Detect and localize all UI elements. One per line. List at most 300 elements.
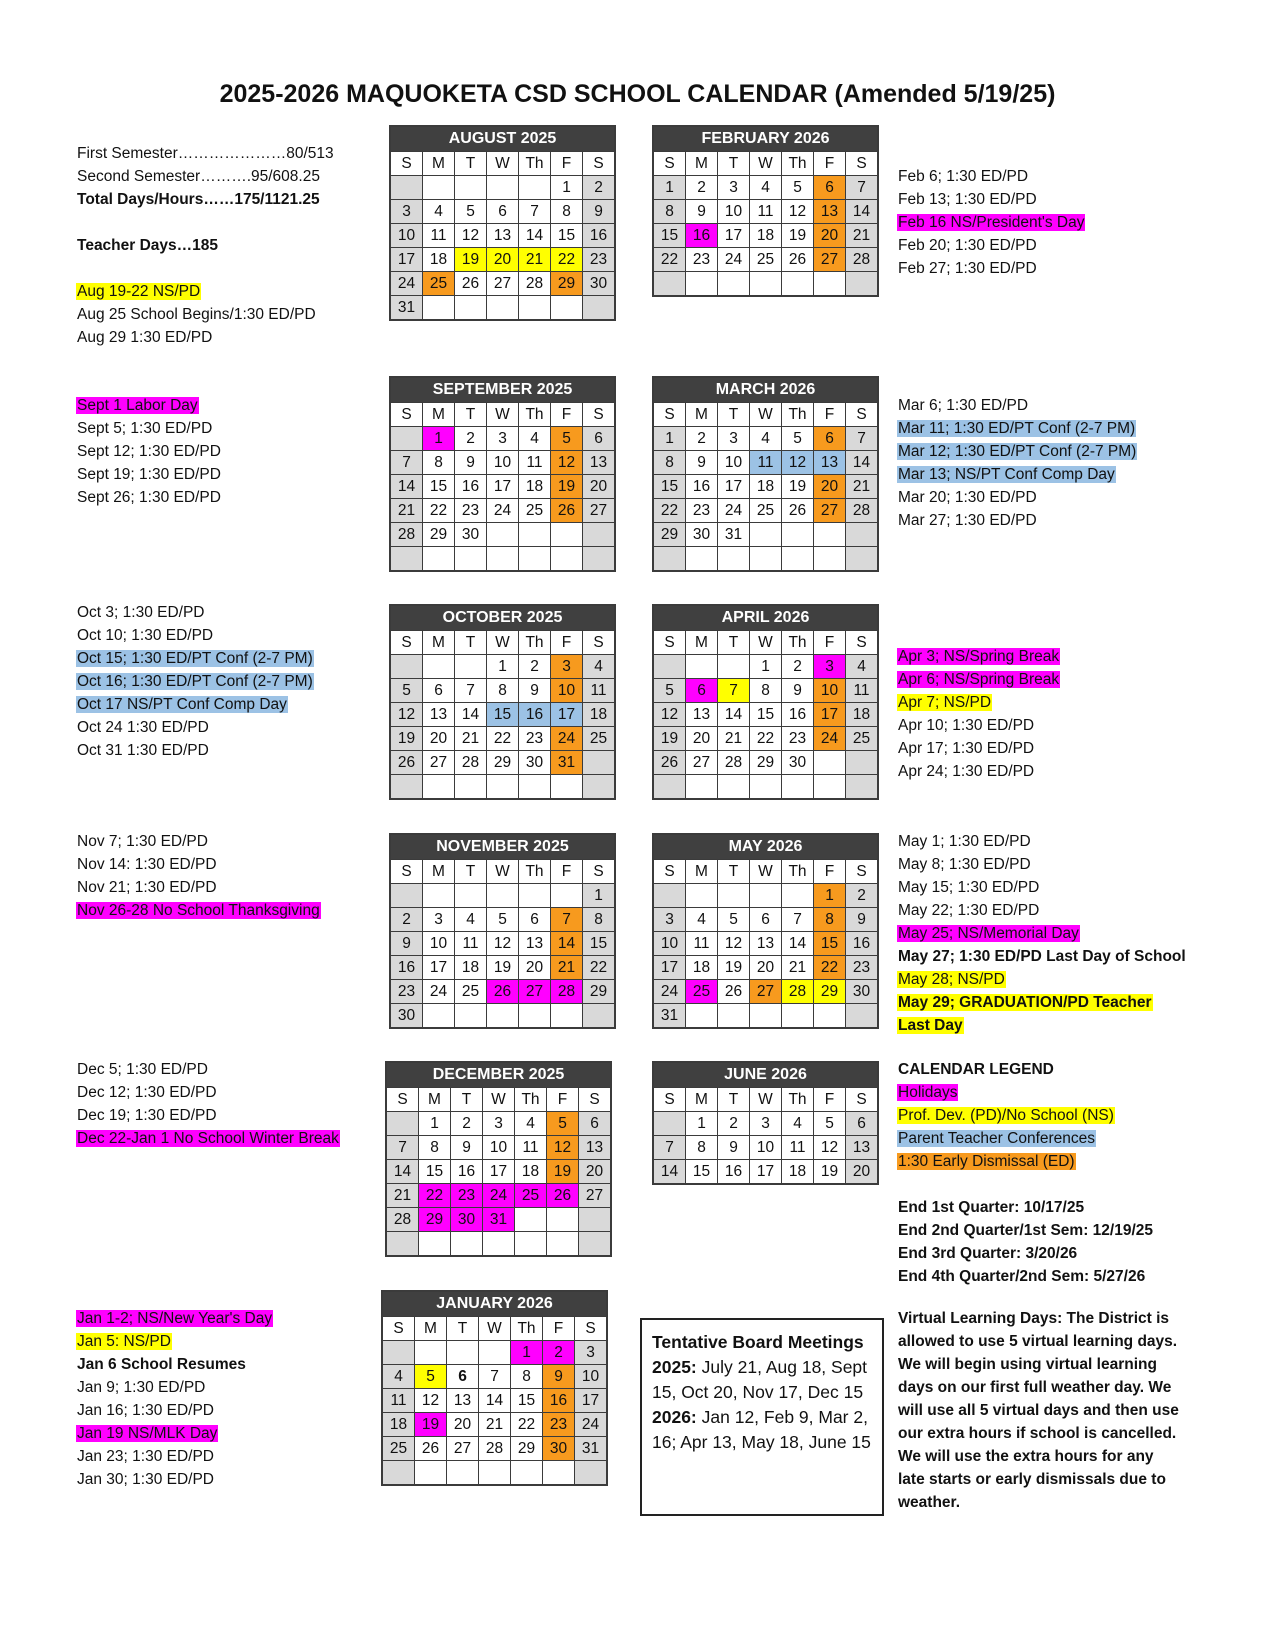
day-cell: 24 bbox=[718, 248, 750, 272]
day-cell: 4 bbox=[423, 200, 455, 224]
day-cell: 15 bbox=[750, 703, 782, 727]
empty-cell bbox=[718, 272, 750, 297]
day-cell: 26 bbox=[487, 980, 519, 1004]
note-line bbox=[76, 1468, 273, 1491]
week-row bbox=[390, 547, 615, 572]
empty-cell bbox=[547, 1208, 579, 1232]
day-cell: 8 bbox=[583, 908, 616, 932]
note-line bbox=[76, 280, 335, 303]
day-cell: 7 bbox=[846, 427, 879, 451]
empty-cell bbox=[846, 272, 879, 297]
day-cell: 7 bbox=[718, 679, 750, 703]
day-cell: 19 bbox=[782, 475, 814, 499]
note-text: We will use the extra hours for any bbox=[898, 1448, 1154, 1465]
empty-cell bbox=[653, 655, 686, 679]
day-cell: 6 bbox=[750, 908, 782, 932]
note-line bbox=[897, 737, 1060, 760]
day-cell: 24 bbox=[551, 727, 583, 751]
day-cell: 29 bbox=[551, 272, 583, 296]
day-cell: 15 bbox=[814, 932, 846, 956]
note-text: Feb 27; 1:30 ED/PD bbox=[898, 260, 1037, 277]
note-line bbox=[76, 486, 222, 509]
note-line bbox=[76, 394, 222, 417]
weekday-header: T bbox=[455, 860, 487, 884]
empty-cell bbox=[718, 1004, 750, 1029]
note-line bbox=[76, 165, 335, 188]
note-text: our extra hours if school is cancelled. bbox=[898, 1425, 1177, 1442]
day-cell: 3 bbox=[483, 1112, 515, 1136]
empty-cell bbox=[814, 547, 846, 572]
weekday-header: S bbox=[579, 1088, 612, 1112]
day-cell: 1 bbox=[583, 884, 616, 908]
empty-cell bbox=[390, 176, 423, 200]
day-cell: 5 bbox=[653, 679, 686, 703]
note-text: Mar 20; 1:30 ED/PD bbox=[898, 489, 1037, 506]
weekday-header: F bbox=[551, 631, 583, 655]
day-cell: 15 bbox=[511, 1389, 543, 1413]
week-row bbox=[390, 523, 615, 547]
note-text: Apr 24; 1:30 ED/PD bbox=[898, 763, 1035, 780]
empty-cell bbox=[686, 1004, 718, 1029]
day-cell: 3 bbox=[551, 655, 583, 679]
week-row bbox=[653, 547, 878, 572]
empty-cell bbox=[782, 547, 814, 572]
day-cell: 19 bbox=[547, 1160, 579, 1184]
day-cell: 3 bbox=[575, 1341, 608, 1365]
month-name: SEPTEMBER 2025 bbox=[390, 377, 615, 403]
empty-cell bbox=[519, 523, 551, 547]
day-cell: 12 bbox=[782, 451, 814, 475]
day-cell: 20 bbox=[579, 1160, 612, 1184]
empty-cell bbox=[390, 884, 423, 908]
day-cell: 10 bbox=[575, 1365, 608, 1389]
day-cell: 13 bbox=[814, 451, 846, 475]
day-cell: 2 bbox=[455, 427, 487, 451]
note-line bbox=[897, 211, 1085, 234]
note-text: May 22; 1:30 ED/PD bbox=[898, 902, 1040, 919]
empty-cell bbox=[686, 272, 718, 297]
day-cell: 1 bbox=[750, 655, 782, 679]
day-cell: 7 bbox=[551, 908, 583, 932]
day-cell: 9 bbox=[686, 200, 718, 224]
day-cell: 5 bbox=[455, 200, 487, 224]
day-cell: 21 bbox=[551, 956, 583, 980]
day-cell: 3 bbox=[423, 908, 455, 932]
empty-cell bbox=[782, 272, 814, 297]
day-cell: 19 bbox=[455, 248, 487, 272]
note-line bbox=[897, 668, 1060, 691]
day-cell: 16 bbox=[583, 224, 616, 248]
note-text: Feb 6; 1:30 ED/PD bbox=[898, 168, 1029, 185]
day-cell: 27 bbox=[519, 980, 551, 1004]
weekday-header: S bbox=[846, 860, 879, 884]
empty-cell bbox=[814, 751, 846, 775]
week-row bbox=[386, 1112, 611, 1136]
day-cell: 8 bbox=[487, 679, 519, 703]
note-line bbox=[897, 394, 1137, 417]
empty-cell bbox=[814, 775, 846, 800]
week-row bbox=[390, 1004, 615, 1029]
day-cell: 21 bbox=[455, 727, 487, 751]
day-cell: 26 bbox=[551, 499, 583, 523]
day-cell: 7 bbox=[653, 1136, 686, 1160]
day-cell: 30 bbox=[451, 1208, 483, 1232]
empty-cell bbox=[487, 547, 519, 572]
empty-cell bbox=[519, 1004, 551, 1029]
note-line bbox=[897, 165, 1085, 188]
note-line bbox=[76, 142, 335, 165]
weekday-header: S bbox=[390, 860, 423, 884]
day-cell: 29 bbox=[487, 751, 519, 775]
note-line bbox=[897, 234, 1085, 257]
day-cell: 25 bbox=[423, 272, 455, 296]
day-cell: 29 bbox=[583, 980, 616, 1004]
empty-cell bbox=[583, 775, 616, 800]
day-cell: 11 bbox=[519, 451, 551, 475]
empty-cell bbox=[583, 1004, 616, 1029]
day-cell: 24 bbox=[390, 272, 423, 296]
day-cell: 20 bbox=[487, 248, 519, 272]
empty-cell bbox=[543, 1461, 575, 1486]
empty-cell bbox=[423, 547, 455, 572]
note-line bbox=[897, 1307, 1180, 1330]
day-cell: 17 bbox=[483, 1160, 515, 1184]
day-cell: 9 bbox=[686, 451, 718, 475]
week-row bbox=[653, 932, 878, 956]
day-cell: 15 bbox=[551, 224, 583, 248]
note-text: Sept 26; 1:30 ED/PD bbox=[77, 489, 221, 506]
empty-cell bbox=[423, 296, 455, 321]
note-text: Jan 19 NS/MLK Day bbox=[77, 1425, 218, 1442]
day-cell: 30 bbox=[686, 523, 718, 547]
month-name: APRIL 2026 bbox=[653, 605, 878, 631]
day-cell: 1 bbox=[423, 427, 455, 451]
note-text: Total Days/Hours……175/1121.25 bbox=[77, 191, 320, 208]
day-cell: 12 bbox=[814, 1136, 846, 1160]
weekday-header: Th bbox=[519, 152, 551, 176]
day-cell: 12 bbox=[653, 703, 686, 727]
day-cell: 8 bbox=[511, 1365, 543, 1389]
week-row bbox=[390, 296, 615, 321]
note-text: Dec 22-Jan 1 No School Winter Break bbox=[77, 1130, 339, 1147]
day-cell: 22 bbox=[419, 1184, 451, 1208]
week-row bbox=[390, 727, 615, 751]
note-line bbox=[76, 647, 314, 670]
notes-right-virtual-learning bbox=[897, 1307, 1180, 1514]
day-cell: 30 bbox=[543, 1437, 575, 1461]
day-cell: 16 bbox=[543, 1389, 575, 1413]
week-row bbox=[386, 1160, 611, 1184]
day-cell: 5 bbox=[551, 427, 583, 451]
note-text: Oct 10; 1:30 ED/PD bbox=[77, 627, 214, 644]
note-text: May 29; GRADUATION/PD Teacher bbox=[898, 994, 1152, 1011]
week-row bbox=[653, 451, 878, 475]
weekday-header: S bbox=[846, 1088, 879, 1112]
day-cell: 23 bbox=[583, 248, 616, 272]
day-cell: 12 bbox=[390, 703, 423, 727]
day-cell: 12 bbox=[551, 451, 583, 475]
note-text: Feb 20; 1:30 ED/PD bbox=[898, 237, 1037, 254]
weekday-header: S bbox=[653, 152, 686, 176]
week-row bbox=[653, 1004, 878, 1029]
day-cell: 25 bbox=[750, 499, 782, 523]
day-cell: 17 bbox=[814, 703, 846, 727]
day-cell: 6 bbox=[686, 679, 718, 703]
day-cell: 21 bbox=[479, 1413, 511, 1437]
note-text: Dec 12; 1:30 ED/PD bbox=[77, 1084, 217, 1101]
empty-cell bbox=[423, 1004, 455, 1029]
day-cell: 20 bbox=[750, 956, 782, 980]
note-line bbox=[76, 1422, 273, 1445]
calendar-december-2025 bbox=[385, 1061, 612, 1257]
day-cell: 24 bbox=[575, 1413, 608, 1437]
weekday-header: Th bbox=[782, 403, 814, 427]
day-cell: 26 bbox=[415, 1437, 447, 1461]
weekday-header: F bbox=[814, 631, 846, 655]
calendar-march-2026 bbox=[652, 376, 879, 572]
note-text: Sept 5; 1:30 ED/PD bbox=[77, 420, 213, 437]
note-text: days on our first full weather day. We bbox=[898, 1379, 1172, 1396]
empty-cell bbox=[718, 547, 750, 572]
day-cell: 28 bbox=[782, 980, 814, 1004]
day-cell: 13 bbox=[750, 932, 782, 956]
note-text: Oct 24 1:30 ED/PD bbox=[77, 719, 209, 736]
day-cell: 16 bbox=[686, 224, 718, 248]
empty-cell bbox=[415, 1461, 447, 1486]
note-line bbox=[897, 1422, 1180, 1445]
day-cell: 8 bbox=[423, 451, 455, 475]
day-cell: 25 bbox=[686, 980, 718, 1004]
day-cell: 13 bbox=[519, 932, 551, 956]
empty-cell bbox=[390, 655, 423, 679]
empty-cell bbox=[846, 547, 879, 572]
note-line bbox=[897, 1127, 1154, 1150]
note-line bbox=[76, 739, 314, 762]
day-cell: 11 bbox=[846, 679, 879, 703]
day-cell: 25 bbox=[382, 1437, 415, 1461]
day-cell: 27 bbox=[487, 272, 519, 296]
weekday-header: M bbox=[686, 631, 718, 655]
day-cell: 22 bbox=[551, 248, 583, 272]
day-cell: 24 bbox=[483, 1184, 515, 1208]
note-line bbox=[897, 991, 1187, 1014]
notes-right-march bbox=[897, 394, 1137, 532]
empty-cell bbox=[487, 523, 519, 547]
week-row bbox=[390, 176, 615, 200]
day-cell: 3 bbox=[487, 427, 519, 451]
note-text: Dec 5; 1:30 ED/PD bbox=[77, 1061, 208, 1078]
weekday-header: Th bbox=[782, 631, 814, 655]
empty-cell bbox=[846, 1004, 879, 1029]
week-row bbox=[390, 932, 615, 956]
week-row bbox=[382, 1437, 607, 1461]
note-line bbox=[76, 440, 222, 463]
weekday-header: T bbox=[718, 1088, 750, 1112]
day-cell: 8 bbox=[653, 451, 686, 475]
day-cell: 31 bbox=[718, 523, 750, 547]
day-cell: 10 bbox=[483, 1136, 515, 1160]
week-row bbox=[386, 1184, 611, 1208]
month-name: FEBRUARY 2026 bbox=[653, 126, 878, 152]
day-cell: 4 bbox=[455, 908, 487, 932]
empty-cell bbox=[455, 775, 487, 800]
weekday-header: Th bbox=[511, 1317, 543, 1341]
day-cell: 8 bbox=[814, 908, 846, 932]
weekday-header: S bbox=[846, 631, 879, 655]
week-row bbox=[390, 980, 615, 1004]
day-cell: 31 bbox=[653, 1004, 686, 1029]
week-row bbox=[653, 176, 878, 200]
day-cell: 16 bbox=[718, 1160, 750, 1185]
day-cell: 1 bbox=[814, 884, 846, 908]
note-line bbox=[897, 968, 1187, 991]
day-cell: 10 bbox=[653, 932, 686, 956]
week-row bbox=[653, 475, 878, 499]
note-line bbox=[897, 1265, 1154, 1288]
week-row bbox=[382, 1413, 607, 1437]
week-row bbox=[390, 200, 615, 224]
day-cell: 3 bbox=[750, 1112, 782, 1136]
day-cell: 11 bbox=[686, 932, 718, 956]
note-line bbox=[897, 257, 1085, 280]
day-cell: 26 bbox=[653, 751, 686, 775]
weekday-header: S bbox=[653, 1088, 686, 1112]
day-cell: 15 bbox=[487, 703, 519, 727]
note-line bbox=[897, 1445, 1180, 1468]
note-text: Feb 13; 1:30 ED/PD bbox=[898, 191, 1037, 208]
note-line bbox=[897, 486, 1137, 509]
empty-cell bbox=[814, 1004, 846, 1029]
day-cell: 9 bbox=[519, 679, 551, 703]
day-cell: 4 bbox=[515, 1112, 547, 1136]
note-text: Parent Teacher Conferences bbox=[898, 1130, 1096, 1147]
day-cell: 3 bbox=[653, 908, 686, 932]
empty-cell bbox=[451, 1232, 483, 1257]
day-cell: 11 bbox=[782, 1136, 814, 1160]
weekday-header: W bbox=[750, 403, 782, 427]
day-cell: 13 bbox=[814, 200, 846, 224]
day-cell: 26 bbox=[782, 248, 814, 272]
day-cell: 3 bbox=[718, 176, 750, 200]
day-cell: 31 bbox=[390, 296, 423, 321]
week-row bbox=[390, 451, 615, 475]
day-cell: 1 bbox=[653, 176, 686, 200]
note-line bbox=[76, 1445, 273, 1468]
weekday-header: F bbox=[551, 860, 583, 884]
weekday-header: F bbox=[814, 152, 846, 176]
day-cell: 1 bbox=[653, 427, 686, 451]
notes-left-january bbox=[76, 1307, 273, 1491]
day-cell: 8 bbox=[686, 1136, 718, 1160]
day-cell: 6 bbox=[423, 679, 455, 703]
day-cell: 20 bbox=[447, 1413, 479, 1437]
note-line bbox=[897, 899, 1187, 922]
day-cell: 25 bbox=[519, 499, 551, 523]
week-row bbox=[390, 775, 615, 800]
note-text: Nov 14: 1:30 ED/PD bbox=[77, 856, 217, 873]
empty-cell bbox=[455, 1004, 487, 1029]
empty-cell bbox=[583, 523, 616, 547]
week-row bbox=[390, 956, 615, 980]
empty-cell bbox=[575, 1461, 608, 1486]
week-row bbox=[390, 248, 615, 272]
day-cell: 23 bbox=[782, 727, 814, 751]
note-text: Mar 13; NS/PT Conf Comp Day bbox=[898, 466, 1115, 483]
empty-cell bbox=[487, 884, 519, 908]
weekday-header: T bbox=[455, 631, 487, 655]
day-cell: 7 bbox=[386, 1136, 419, 1160]
month-name: JUNE 2026 bbox=[653, 1062, 878, 1088]
empty-cell bbox=[483, 1232, 515, 1257]
note-line bbox=[897, 1104, 1154, 1127]
notes-left-summary bbox=[76, 142, 335, 349]
note-text: Oct 17 NS/PT Conf Comp Day bbox=[77, 696, 287, 713]
calendar-may-2026 bbox=[652, 833, 879, 1029]
empty-cell bbox=[455, 296, 487, 321]
weekday-header: M bbox=[686, 403, 718, 427]
note-line bbox=[76, 1127, 340, 1150]
weekday-header: S bbox=[583, 403, 616, 427]
day-cell: 19 bbox=[814, 1160, 846, 1185]
note-text: First Semester…………………80/513 bbox=[77, 145, 334, 162]
day-cell: 17 bbox=[423, 956, 455, 980]
empty-cell bbox=[551, 547, 583, 572]
day-cell: 18 bbox=[846, 703, 879, 727]
note-text: We will begin using virtual learning bbox=[898, 1356, 1157, 1373]
note-line bbox=[76, 1330, 273, 1353]
day-cell: 6 bbox=[447, 1365, 479, 1389]
weekday-header: T bbox=[718, 860, 750, 884]
day-cell: 21 bbox=[718, 727, 750, 751]
day-cell: 25 bbox=[583, 727, 616, 751]
day-cell: 14 bbox=[519, 224, 551, 248]
day-cell: 18 bbox=[686, 956, 718, 980]
note-line bbox=[76, 693, 314, 716]
note-text: Jan 6 School Resumes bbox=[77, 1356, 246, 1373]
empty-cell bbox=[487, 1004, 519, 1029]
week-row bbox=[653, 703, 878, 727]
weekday-header: Th bbox=[519, 860, 551, 884]
day-cell: 3 bbox=[390, 200, 423, 224]
weekday-header: T bbox=[447, 1317, 479, 1341]
note-text: May 8; 1:30 ED/PD bbox=[898, 856, 1031, 873]
day-cell: 4 bbox=[750, 176, 782, 200]
day-cell: 17 bbox=[551, 703, 583, 727]
empty-cell bbox=[479, 1341, 511, 1365]
note-line bbox=[76, 188, 335, 211]
weekday-header: S bbox=[390, 152, 423, 176]
note-text: Oct 31 1:30 ED/PD bbox=[77, 742, 209, 759]
calendar-august-2025 bbox=[389, 125, 616, 321]
empty-cell bbox=[382, 1461, 415, 1486]
day-cell: 6 bbox=[814, 176, 846, 200]
empty-cell bbox=[487, 775, 519, 800]
note-line bbox=[897, 760, 1060, 783]
day-cell: 16 bbox=[390, 956, 423, 980]
day-cell: 15 bbox=[653, 475, 686, 499]
weekday-header: S bbox=[846, 403, 879, 427]
day-cell: 4 bbox=[382, 1365, 415, 1389]
empty-cell bbox=[382, 1341, 415, 1365]
day-cell: 16 bbox=[519, 703, 551, 727]
note-text: May 15; 1:30 ED/PD bbox=[898, 879, 1040, 896]
empty-cell bbox=[415, 1341, 447, 1365]
week-row bbox=[653, 200, 878, 224]
note-text: Apr 6; NS/Spring Break bbox=[898, 671, 1060, 688]
note-text: May 28; NS/PD bbox=[898, 971, 1005, 988]
empty-cell bbox=[479, 1461, 511, 1486]
day-cell: 22 bbox=[423, 499, 455, 523]
